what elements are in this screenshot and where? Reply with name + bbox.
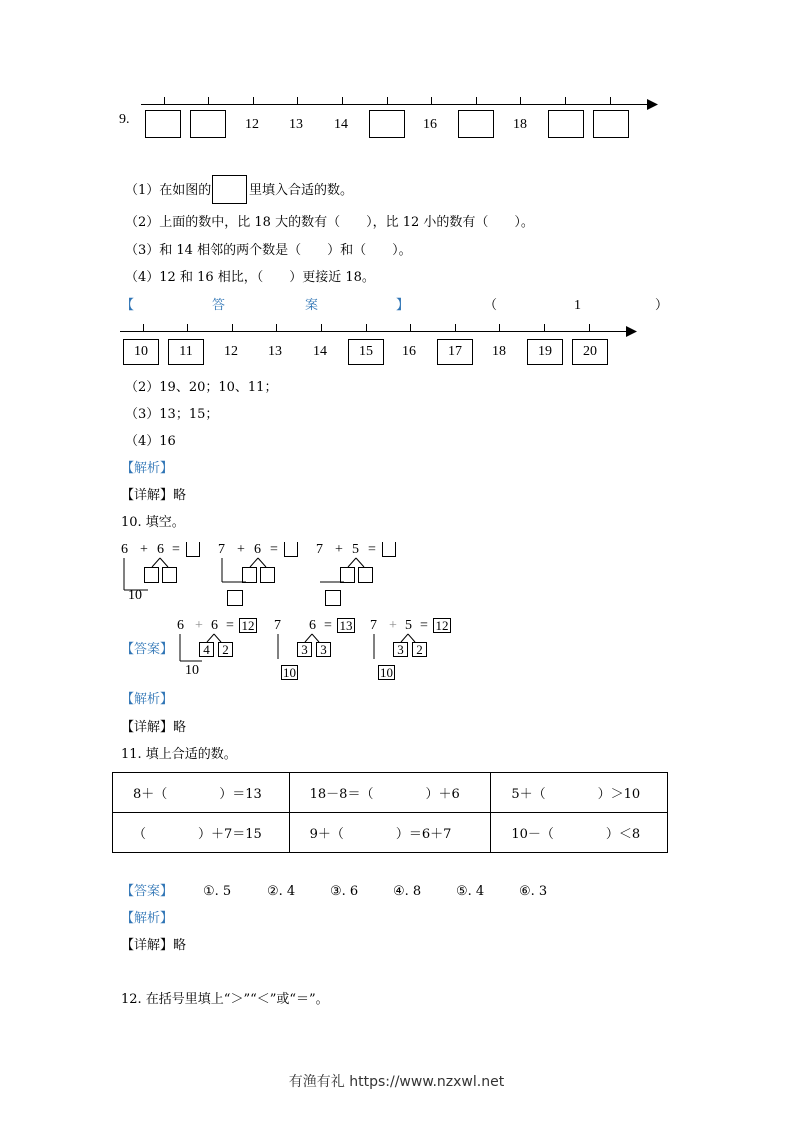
equals-sign: = [324,618,332,633]
addend: 7 [274,618,281,633]
q9-part-3: （3）和 14 相邻的两个数是（ ）和（ ）。 [125,243,412,258]
q11-answer-value: ⑥. 3 [519,884,548,899]
addend: 6 [177,618,184,633]
ten-box[interactable] [227,590,243,606]
addend: 5 [352,542,359,557]
split-box: 2 [412,642,427,657]
paren-close: ） [655,298,669,313]
answer-bracket-close: 】 [396,298,410,313]
sum-blank[interactable] [382,542,396,557]
q9-part-2: （2）上面的数中，比 18 大的数有（ ），比 12 小的数有（ ）。 [125,215,534,230]
q9-analysis-label: 【解析】 [121,461,174,476]
addend: 6 [309,618,316,633]
table-row [113,813,668,853]
q11-table [112,772,668,853]
q9-axis-label: 13 [289,117,303,132]
q9-part-1a: （1）在如图的 [125,183,212,198]
q11-answer-value: ⑤. 4 [456,884,485,899]
q9-blank-box[interactable] [548,110,584,138]
split-box[interactable] [260,567,275,583]
q9-answer-4: （4）16 [125,434,176,449]
table-cell[interactable]: 10－（ ）＜8 [491,813,668,853]
sum-box: 13 [337,618,355,633]
plus-sign: + [140,542,148,557]
addend: 6 [254,542,261,557]
equals-sign: = [270,542,278,557]
sum-blank[interactable] [186,542,200,557]
ten-label: 10 [128,588,142,603]
sum-box: 12 [239,618,257,633]
addend: 7 [316,542,323,557]
q9-inline-box [212,175,247,204]
q9-answer-box: 17 [437,339,473,365]
q9-blank-box[interactable] [369,110,405,138]
q12-title: 12. 在括号里填上“＞”“＜”或“＝”。 [121,992,329,1007]
addend: 7 [370,618,377,633]
split-box[interactable] [358,567,373,583]
arrow-right-icon [647,99,659,110]
split-box[interactable] [242,567,257,583]
plus-sign: + [237,542,245,557]
sum-blank[interactable] [284,542,298,557]
equals-sign: = [172,542,180,557]
q9-detail: 【详解】略 [121,488,187,503]
paren-open: （ [484,298,498,313]
q9-axis-label: 18 [513,117,527,132]
q9-answer-label: 14 [313,344,327,359]
plus-sign: + [292,618,300,633]
q9-blank-box[interactable] [593,110,629,138]
footer-watermark: 有渔有礼 https://www.nzxwl.net [288,1074,505,1090]
split-box[interactable] [340,567,355,583]
table-cell[interactable]: 8＋（ ）＝13 [113,773,290,813]
q11-title: 11. 填上合适的数。 [121,747,237,762]
ten-box[interactable] [325,590,341,606]
q9-answer-box: 15 [348,339,384,365]
plus-sign: + [335,542,343,557]
equals-sign: = [368,542,376,557]
q9-answer-box: 19 [527,339,563,365]
q9-blank-box[interactable] [458,110,494,138]
q9-part-4: （4）12 和 16 相比，（ ）更接近 18。 [125,270,375,285]
plus-sign: + [389,618,397,633]
q11-answer-value: ③. 6 [330,884,359,899]
table-row [113,773,668,813]
ten-label: 10 [185,663,199,678]
q9-answer-label: 12 [224,344,238,359]
split-box[interactable] [162,567,177,583]
q10-detail: 【详解】略 [121,720,187,735]
split-box[interactable] [144,567,159,583]
q11-answer-value: ①. 5 [203,884,232,899]
split-box: 4 [199,642,214,657]
q9-answer-box: 20 [572,339,608,365]
q10-answer-label: 【答案】 [121,642,174,657]
addend: 6 [211,618,218,633]
q9-answer-box: 11 [168,339,204,365]
q11-answer-label: 【答案】 [121,884,174,899]
addend: 7 [218,542,225,557]
sum-box: 12 [433,618,451,633]
answer-char: 答 [212,298,226,313]
split-box: 3 [393,642,408,657]
q9-blank-box[interactable] [190,110,226,138]
paren-number: 1 [574,298,581,313]
q9-blank-box[interactable] [145,110,181,138]
addend: 6 [121,542,128,557]
q10-analysis-label: 【解析】 [121,692,174,707]
arrow-right-icon [626,326,638,337]
ten-box: 10 [283,665,296,680]
q9-answer-3: （3）13；15； [125,407,219,422]
table-cell[interactable]: 9＋（ ）＝6＋7 [289,813,491,853]
table-cell[interactable]: 18－8＝（ ）＋6 [289,773,491,813]
q9-axis-label: 12 [245,117,259,132]
q11-answer-value: ②. 4 [267,884,296,899]
table-cell[interactable]: （ ）＋7＝15 [113,813,290,853]
q9-answer-2: （2）19、20；10、11； [125,380,278,395]
q11-detail: 【详解】略 [121,938,187,953]
split-box: 3 [297,642,312,657]
q11-analysis-label: 【解析】 [121,911,174,926]
answer-char: 案 [305,298,319,313]
answer-bracket-open: 【 [121,298,135,313]
q9-axis-label: 16 [423,117,437,132]
addend: 6 [157,542,164,557]
plus-sign: + [195,618,203,633]
equals-sign: = [226,618,234,633]
q9-answer-label: 18 [492,344,506,359]
equals-sign: = [420,618,428,633]
q11-answer-value: ④. 8 [393,884,422,899]
q9-part-1b: 里填入合适的数。 [249,183,354,198]
addend: 5 [405,618,412,633]
split-box: 3 [316,642,331,657]
table-cell[interactable]: 5＋（ ）＞10 [491,773,668,813]
q9-axis-label: 14 [334,117,348,132]
q9-number: 9. [119,112,130,127]
ten-box: 10 [380,665,393,680]
q9-answer-box: 10 [123,339,159,365]
split-box: 2 [218,642,233,657]
q10-title: 10. 填空。 [121,515,185,530]
q9-answer-label: 16 [402,344,416,359]
q9-answer-label: 13 [268,344,282,359]
